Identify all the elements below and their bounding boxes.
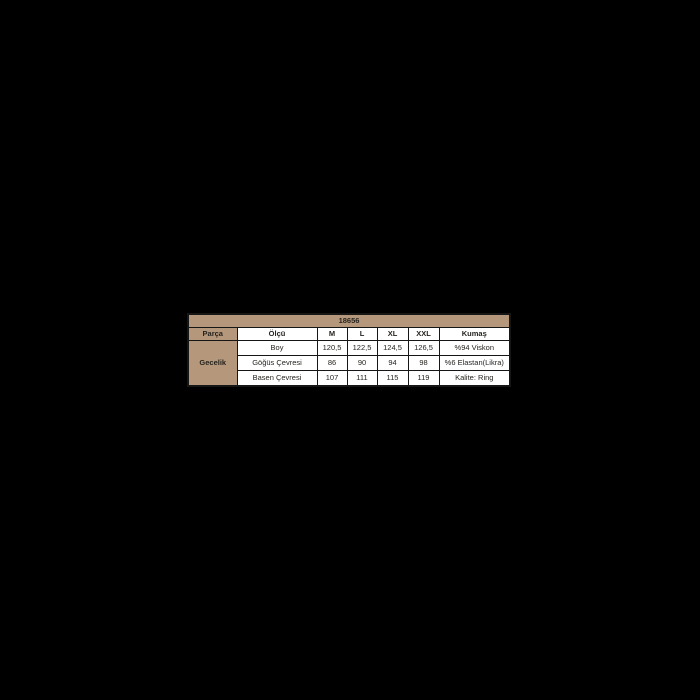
value-boy-m: 120,5 bbox=[317, 341, 347, 356]
value-gogus-xxl: 98 bbox=[408, 356, 439, 371]
measure-label-basen: Basen Çevresi bbox=[237, 371, 317, 387]
value-basen-l: 111 bbox=[347, 371, 377, 387]
value-boy-xl: 124,5 bbox=[377, 341, 408, 356]
col-header-m: M bbox=[317, 328, 347, 341]
value-boy-xxl: 126,5 bbox=[408, 341, 439, 356]
table-row-boy bbox=[188, 341, 510, 356]
product-code-row bbox=[188, 314, 510, 328]
col-header-parca: Parça bbox=[188, 328, 237, 341]
value-gogus-m: 86 bbox=[317, 356, 347, 371]
size-chart-table bbox=[187, 313, 511, 387]
col-header-olcu: Ölçü bbox=[237, 328, 317, 341]
col-header-l: L bbox=[347, 328, 377, 341]
group-label-gecelik: Gecelik bbox=[188, 341, 237, 387]
value-gogus-l: 90 bbox=[347, 356, 377, 371]
table-row-basen bbox=[188, 371, 510, 387]
value-basen-xxl: 119 bbox=[408, 371, 439, 387]
value-boy-l: 122,5 bbox=[347, 341, 377, 356]
col-header-xl: XL bbox=[377, 328, 408, 341]
table-row-gogus bbox=[188, 356, 510, 371]
value-basen-xl: 115 bbox=[377, 371, 408, 387]
measure-label-gogus: Göğüs Çevresi bbox=[237, 356, 317, 371]
column-header-row bbox=[188, 328, 510, 341]
fabric-kalite: Kalite: Ring bbox=[439, 371, 510, 387]
fabric-viskon: %94 Viskon bbox=[439, 341, 510, 356]
measure-label-boy: Boy bbox=[237, 341, 317, 356]
product-code: 18656 bbox=[188, 314, 510, 328]
value-gogus-xl: 94 bbox=[377, 356, 408, 371]
col-header-xxl: XXL bbox=[408, 328, 439, 341]
value-basen-m: 107 bbox=[317, 371, 347, 387]
fabric-elastan: %6 Elastan(Likra) bbox=[439, 356, 510, 371]
col-header-kumas: Kumaş bbox=[439, 328, 510, 341]
